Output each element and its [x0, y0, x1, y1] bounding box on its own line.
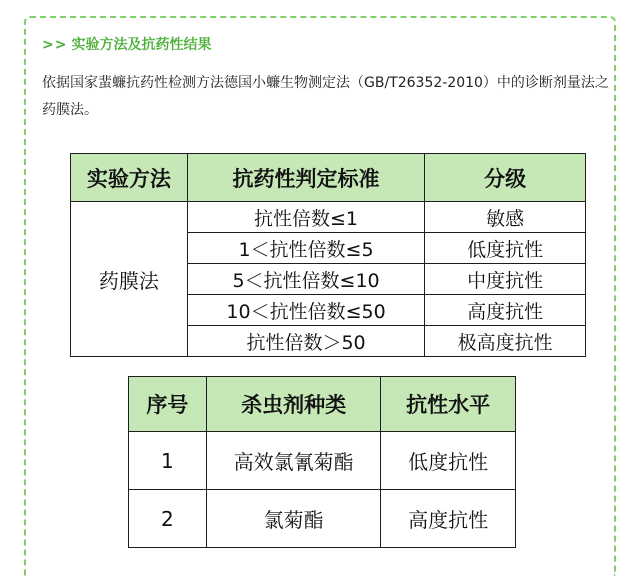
resistance-result-table	[128, 376, 516, 548]
grade-cell: 极高度抗性	[425, 326, 586, 357]
header-criterion: 抗药性判定标准	[187, 154, 425, 202]
grade-cell: 中度抗性	[425, 264, 586, 295]
grade-cell: 高度抗性	[425, 295, 586, 326]
criterion-cell: 1＜抗性倍数≤5	[187, 233, 425, 264]
table-row	[71, 202, 586, 233]
method-cell: 药膜法	[71, 202, 188, 357]
level-cell: 低度抗性	[381, 432, 516, 490]
table-header-row	[71, 154, 586, 202]
criterion-cell: 5＜抗性倍数≤10	[187, 264, 425, 295]
header-insecticide: 杀虫剂种类	[206, 377, 381, 432]
header-grade: 分级	[425, 154, 586, 202]
header-method: 实验方法	[71, 154, 188, 202]
criterion-cell: 抗性倍数≤1	[187, 202, 425, 233]
criterion-cell: 抗性倍数＞50	[187, 326, 425, 357]
criterion-cell: 10＜抗性倍数≤50	[187, 295, 425, 326]
insecticide-cell: 高效氯氰菊酯	[206, 432, 381, 490]
insecticide-cell: 氯菊酯	[206, 490, 381, 548]
resistance-criteria-table	[70, 153, 586, 357]
grade-cell: 低度抗性	[425, 233, 586, 264]
level-cell: 高度抗性	[381, 490, 516, 548]
section-title	[42, 34, 211, 54]
no-cell: 2	[129, 490, 207, 548]
header-no: 序号	[129, 377, 207, 432]
section-title-text: 实验方法及抗药性结果	[71, 37, 212, 53]
header-level: 抗性水平	[381, 377, 516, 432]
section-arrows: >>	[42, 37, 68, 53]
table-row	[129, 490, 516, 548]
table-row	[129, 432, 516, 490]
no-cell: 1	[129, 432, 207, 490]
grade-cell: 敏感	[425, 202, 586, 233]
method-description: 依据国家蜚蠊抗药性检测方法德国小蠊生物测定法（GB/T26352-2010）中的诊断剂量法之药膜法。	[42, 75, 609, 118]
table-header-row	[129, 377, 516, 432]
